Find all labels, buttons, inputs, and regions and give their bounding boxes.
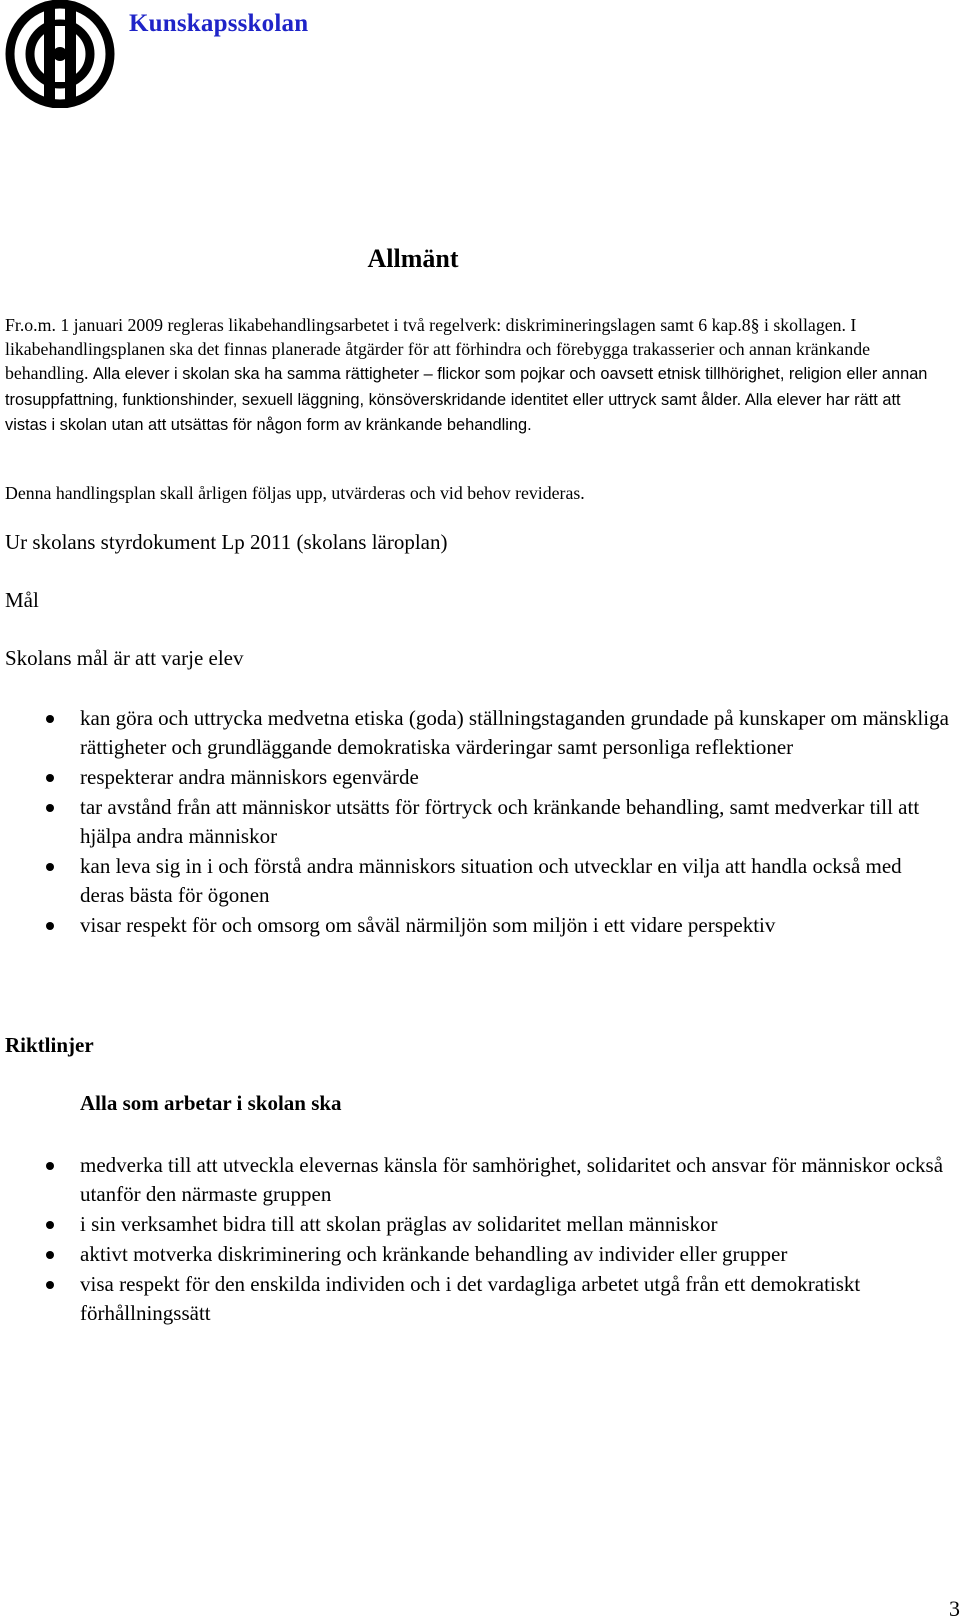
list-item: aktivt motverka diskriminering och kränkande behandling av individer eller grupper bbox=[80, 1240, 950, 1269]
list-item: visar respekt för och omsorg om såväl närmiljön som miljön i ett vidare perspektiv bbox=[80, 911, 950, 940]
list-item: visa respekt för den enskilda individen och i det vardagliga arbetet utgå från ett demokratiskt förhållningssätt bbox=[80, 1270, 950, 1328]
bullet-icon bbox=[46, 1162, 54, 1170]
kunskapsskolan-logo bbox=[2, 0, 118, 108]
bullet-icon bbox=[46, 1221, 54, 1229]
bullet-icon bbox=[46, 804, 54, 812]
intro-paragraph bbox=[5, 313, 940, 437]
goals-heading: Mål bbox=[5, 588, 39, 612]
curriculum-heading: Ur skolans styrdokument Lp 2011 (skolans läroplan) bbox=[5, 530, 448, 554]
intro-part1: Fr.o.m. 1 januari 2009 regleras likabehandlingsarbetet i två regelverk: diskrimineringslagen samt 6 kap.8§ i skollagen. I likabehandlingsplanen ska det finnas planerade åtgärder för att förhindra och förebygga trakasserier och annan kränkande behandling. bbox=[5, 315, 870, 384]
bullet-icon bbox=[46, 1251, 54, 1259]
intro-part2: Alla elever i skolan ska ha samma rättigheter – flickor som pojkar och oavsett etnisk tillhörighet, religion eller annan trosuppfattning, funktionshinder, sexuell läggning, könsöverskridande identitet eller uttryck samt ålder. Alla elever har rätt att vistas i skolan utan att utsättas för någon form av kränkande behandling. bbox=[5, 365, 928, 434]
list-item: i sin verksamhet bidra till att skolan präglas av solidaritet mellan människor bbox=[80, 1210, 950, 1239]
list-item: kan leva sig in i och förstå andra människors situation och utvecklar en vilja att handla också med deras bästa för ögonen bbox=[80, 852, 950, 910]
list-item: medverka till att utveckla elevernas känsla för samhörighet, solidaritet och ansvar för människor också utanför den närmaste gruppen bbox=[80, 1151, 950, 1209]
goals-list bbox=[80, 704, 950, 941]
guidelines-list bbox=[80, 1151, 950, 1329]
bullet-icon bbox=[46, 715, 54, 723]
list-item: respekterar andra människors egenvärde bbox=[80, 763, 950, 792]
section-title: Allmänt bbox=[367, 244, 459, 273]
school-name: Kunskapsskolan bbox=[129, 10, 309, 37]
guidelines-subheading: Alla som arbetar i skolan ska bbox=[80, 1091, 342, 1115]
followup-paragraph: Denna handlingsplan skall årligen följas upp, utvärderas och vid behov revideras. bbox=[5, 483, 585, 503]
bullet-icon bbox=[46, 922, 54, 930]
bullet-icon bbox=[46, 774, 54, 782]
list-item: tar avstånd från att människor utsätts för förtryck och kränkande behandling, samt medverkar till att hjälpa andra människor bbox=[80, 793, 950, 851]
list-item: kan göra och uttrycka medvetna etiska (goda) ställningstaganden grundade på kunskaper om mänskliga rättigheter och grundläggande demokratiska värderingar samt personliga reflektioner bbox=[80, 704, 950, 762]
page-number: 3 bbox=[949, 1596, 960, 1621]
bullet-icon bbox=[46, 863, 54, 871]
bullet-icon bbox=[46, 1281, 54, 1289]
guidelines-heading: Riktlinjer bbox=[5, 1033, 94, 1057]
goals-subheading: Skolans mål är att varje elev bbox=[5, 646, 244, 670]
